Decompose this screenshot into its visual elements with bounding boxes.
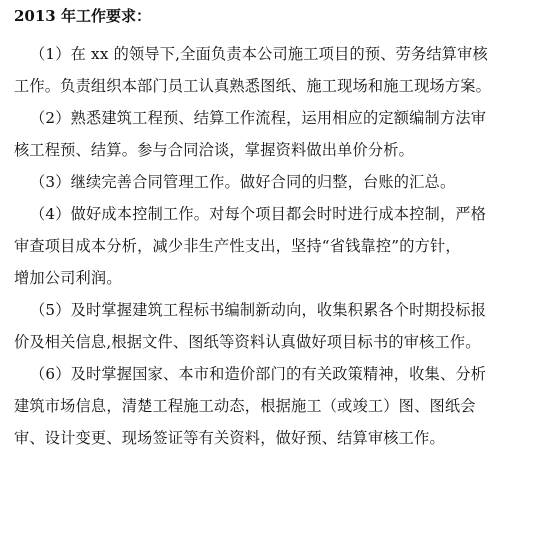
- paragraph-line: 审查项目成本分析，减少非生产性支出，坚持“省钱靠控”的方针，: [14, 237, 461, 255]
- paragraph-line: 核工程预、结算。参与合同洽谈，掌握资料做出单价分析。: [14, 141, 415, 159]
- paragraph-1: [14, 38, 554, 102]
- paragraph-5: [14, 294, 554, 358]
- paragraph-line: 建筑市场信息，清楚工程施工动态，根据施工（或竣工）图、图纸会: [14, 397, 476, 415]
- paragraph-line: （6）及时掌握国家、本市和造价部门的有关政策精神，收集、分析: [30, 365, 487, 383]
- paragraph-line: （1）在 xx 的领导下,全面负责本公司施工项目的预、劳务结算审核: [30, 45, 488, 63]
- document-title: 2013 年工作要求：: [14, 7, 151, 25]
- paragraph-2: [14, 102, 554, 166]
- paragraph-line: 审、设计变更、现场签证等有关资料，做好预、结算审核工作。: [14, 429, 445, 447]
- paragraph-3: [14, 166, 554, 198]
- paragraph-line: 价及相关信息,根据文件、图纸等资料认真做好项目标书的审核工作。: [14, 333, 481, 351]
- paragraph-line: （5）及时掌握建筑工程标书编制新动向，收集积累各个时期投标报: [30, 301, 487, 319]
- paragraph-4: [14, 198, 554, 294]
- paragraph-line: （2）熟悉建筑工程预、结算工作流程，运用相应的定额编制方法审: [30, 109, 487, 127]
- paragraph-line: （4）做好成本控制工作。对每个项目都会时时进行成本控制，严格: [30, 205, 487, 223]
- document-body: [14, 6, 554, 454]
- paragraph-6: [14, 358, 554, 454]
- paragraph-line: 增加公司利润。: [14, 269, 122, 287]
- paragraph-line: 工作。负责组织本部门员工认真熟悉图纸、施工现场和施工现场方案。: [14, 77, 492, 95]
- paragraph-line: （3）继续完善合同管理工作。做好合同的归整，台账的汇总。: [30, 173, 456, 191]
